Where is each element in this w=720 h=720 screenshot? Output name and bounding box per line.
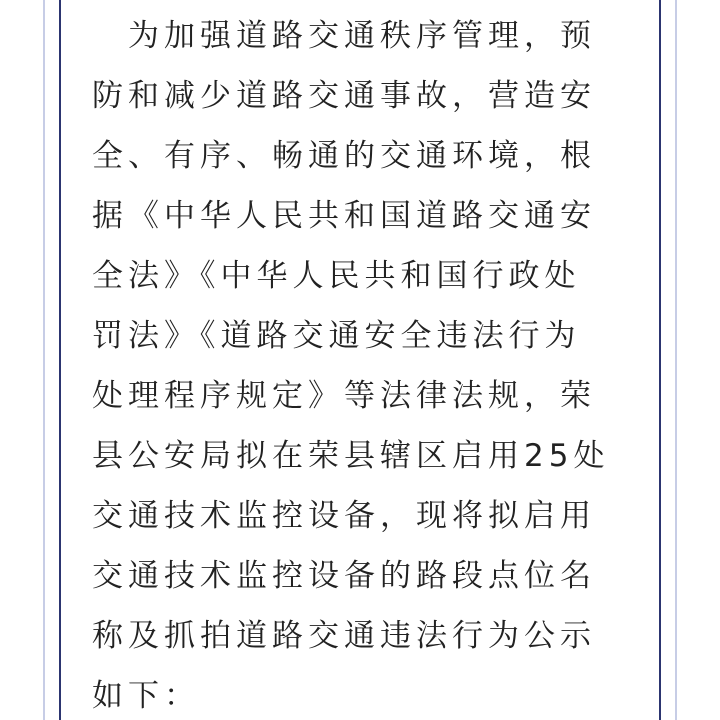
paragraph-line: 处理程序规定》等法律法规，荣 <box>92 378 596 414</box>
frame-left-inner-rule <box>59 0 61 720</box>
paragraph-line: 为加强道路交通秩序管理，预 <box>92 18 596 54</box>
paragraph-line: 称及抓拍道路交通违法行为公示 <box>92 618 596 654</box>
frame-right-outer-rule <box>675 0 677 720</box>
paragraph-line: 县公安局拟在荣县辖区启用25处 <box>92 438 610 474</box>
paragraph-line: 全、有序、畅通的交通环境，根 <box>92 138 596 174</box>
paragraph-line: 据《中华人民共和国道路交通安 <box>92 198 596 234</box>
paragraph-line: 全法》《中华人民共和国行政处 <box>92 258 581 294</box>
paragraph-line: 如下： <box>92 678 200 714</box>
frame-right-inner-rule <box>659 0 661 720</box>
notice-paragraph <box>92 10 632 720</box>
paragraph-line: 罚法》《道路交通安全违法行为 <box>92 318 581 354</box>
paragraph-line: 防和减少道路交通事故，营造安 <box>92 78 596 114</box>
paragraph-line: 交通技术监控设备的路段点位名 <box>92 558 596 594</box>
paragraph-line: 交通技术监控设备，现将拟启用 <box>92 498 596 534</box>
frame-left-outer-rule <box>43 0 45 720</box>
